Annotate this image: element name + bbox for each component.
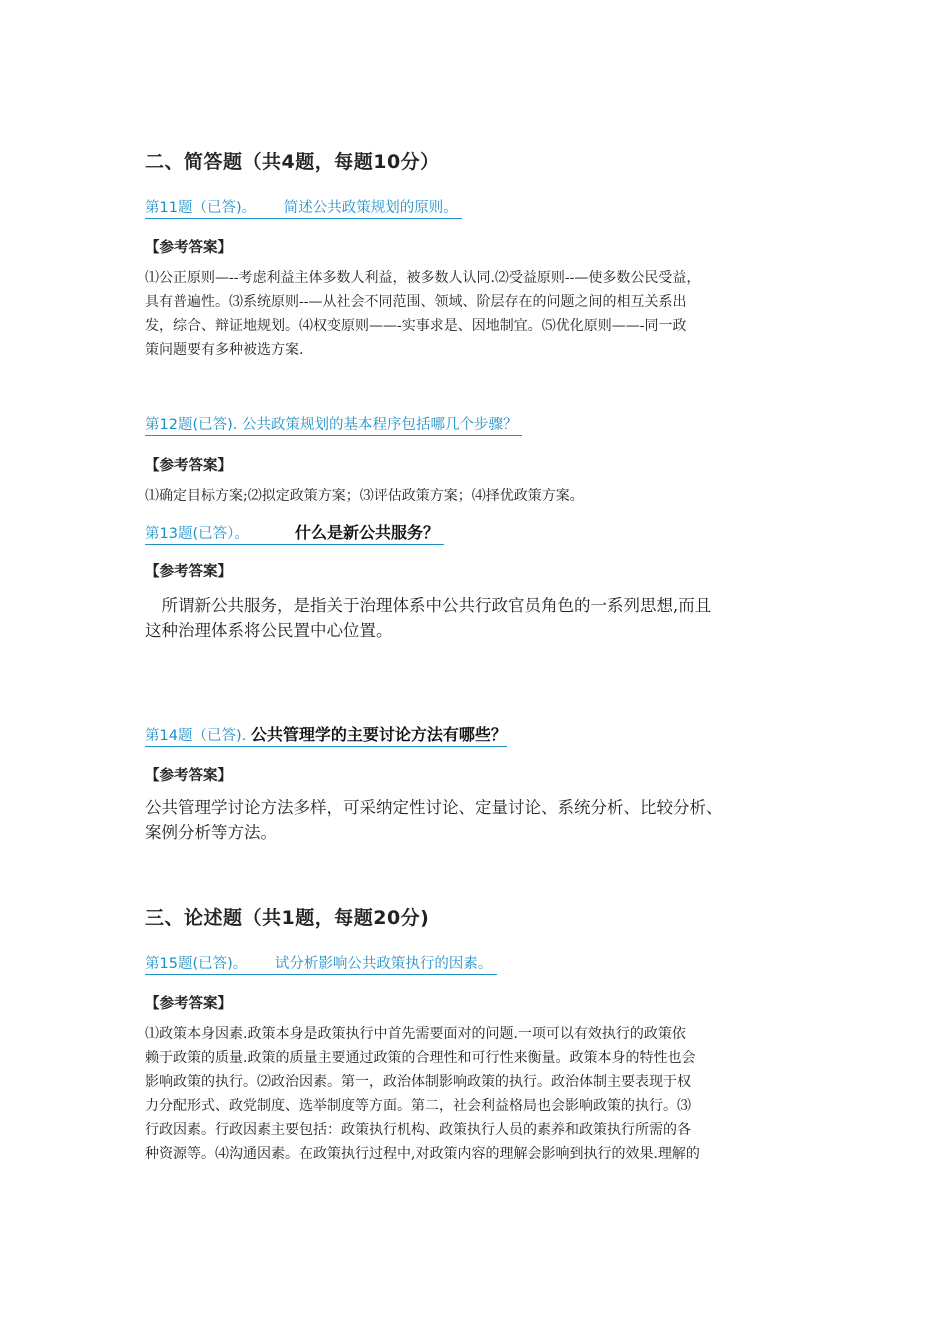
- answer-line: ⑴确定目标方案;⑵拟定政策方案；⑶评估政策方案；⑷择优政策方案。: [145, 488, 584, 504]
- question-prefix: 第12题(已答).: [145, 417, 238, 433]
- answer-line: ⑴政策本身因素.政策本身是政策执行中首先需要面对的问题.一项可以有效执行的政策依: [145, 1026, 686, 1042]
- answer-line: 种资源等。⑷沟通因素。在政策执行过程中,对政策内容的理解会影响到执行的效果.理解的: [145, 1146, 700, 1162]
- question-prefix: 第13题(已答）。: [145, 526, 249, 542]
- question-prefix: 第11题（已答)。: [145, 200, 257, 216]
- question-title: 公共政策规划的基本程序包括哪几个步骤？: [241, 417, 518, 433]
- answer-14: [145, 795, 810, 845]
- question-prefix: 第15题(已答)。: [145, 956, 248, 972]
- question-11-link[interactable]: [145, 199, 462, 219]
- answer-line: 策问题要有多种被选方案.: [145, 342, 304, 358]
- question-title: 公共管理学的主要讨论方法有哪些？: [250, 725, 507, 744]
- section-heading-short-answer: 二、简答题（共4题，每题10分）: [145, 151, 440, 173]
- answer-line: ⑴公正原则—--考虑利益主体多数人利益，被多数人认同.⑵受益原则--—使多数公民受益，: [145, 270, 701, 286]
- answer-line: 赖于政策的质量.政策的质量主要通过政策的合理性和可行性来衡量。政策本身的特性也会: [145, 1050, 696, 1066]
- answer-line: 这种治理体系将公民置中心位置。: [145, 621, 393, 640]
- answer-line: 公共管理学讨论方法多样，可采纳定性讨论、定量讨论、系统分析、比较分析、: [145, 798, 723, 817]
- question-14-link[interactable]: [145, 726, 507, 747]
- answer-line: 影响政策的执行。⑵政治因素。第一，政治体制影响政策的执行。政治体制主要表现于权: [145, 1074, 691, 1090]
- reference-answer-label: 【参考答案】: [145, 996, 232, 1012]
- reference-answer-label: 【参考答案】: [145, 240, 232, 256]
- question-title: 简述公共政策规划的原则。: [283, 200, 458, 216]
- question-13-link[interactable]: [145, 524, 444, 545]
- answer-12: [145, 484, 810, 508]
- answer-line: 案例分析等方法。: [145, 823, 277, 842]
- question-15-link[interactable]: [145, 955, 497, 975]
- answer-line: 具有普遍性。⑶系统原则--—从社会不同范围、领域、阶层存在的问题之间的相互关系出: [145, 294, 687, 310]
- question-title: 试分析影响公共政策执行的因素。: [274, 956, 493, 972]
- reference-answer-label: 【参考答案】: [145, 768, 232, 784]
- answer-line: 力分配形式、政党制度、选举制度等方面。第二，社会利益格局也会影响政策的执行。⑶: [145, 1098, 691, 1114]
- answer-line: 行政因素。行政因素主要包括：政策执行机构、政策执行人员的素养和政策执行所需的各: [145, 1122, 691, 1138]
- question-12-link[interactable]: [145, 416, 522, 436]
- reference-answer-label: 【参考答案】: [145, 458, 232, 474]
- question-title: 什么是新公共服务？: [294, 523, 439, 542]
- question-prefix: 第14题（已答).: [145, 728, 247, 744]
- answer-11: [145, 266, 810, 362]
- answer-line: 发，综合、辩证地规划。⑷权变原则——-实事求是、因地制宜。⑸优化原则——-同一政: [145, 318, 687, 334]
- section-heading-essay: 三、论述题（共1题，每题20分): [145, 907, 430, 929]
- answer-line: 所谓新公共服务，是指关于治理体系中公共行政官员角色的一系列思想,而且: [145, 596, 712, 615]
- reference-answer-label: 【参考答案】: [145, 564, 232, 580]
- answer-13: [145, 593, 810, 643]
- answer-15: [145, 1022, 810, 1166]
